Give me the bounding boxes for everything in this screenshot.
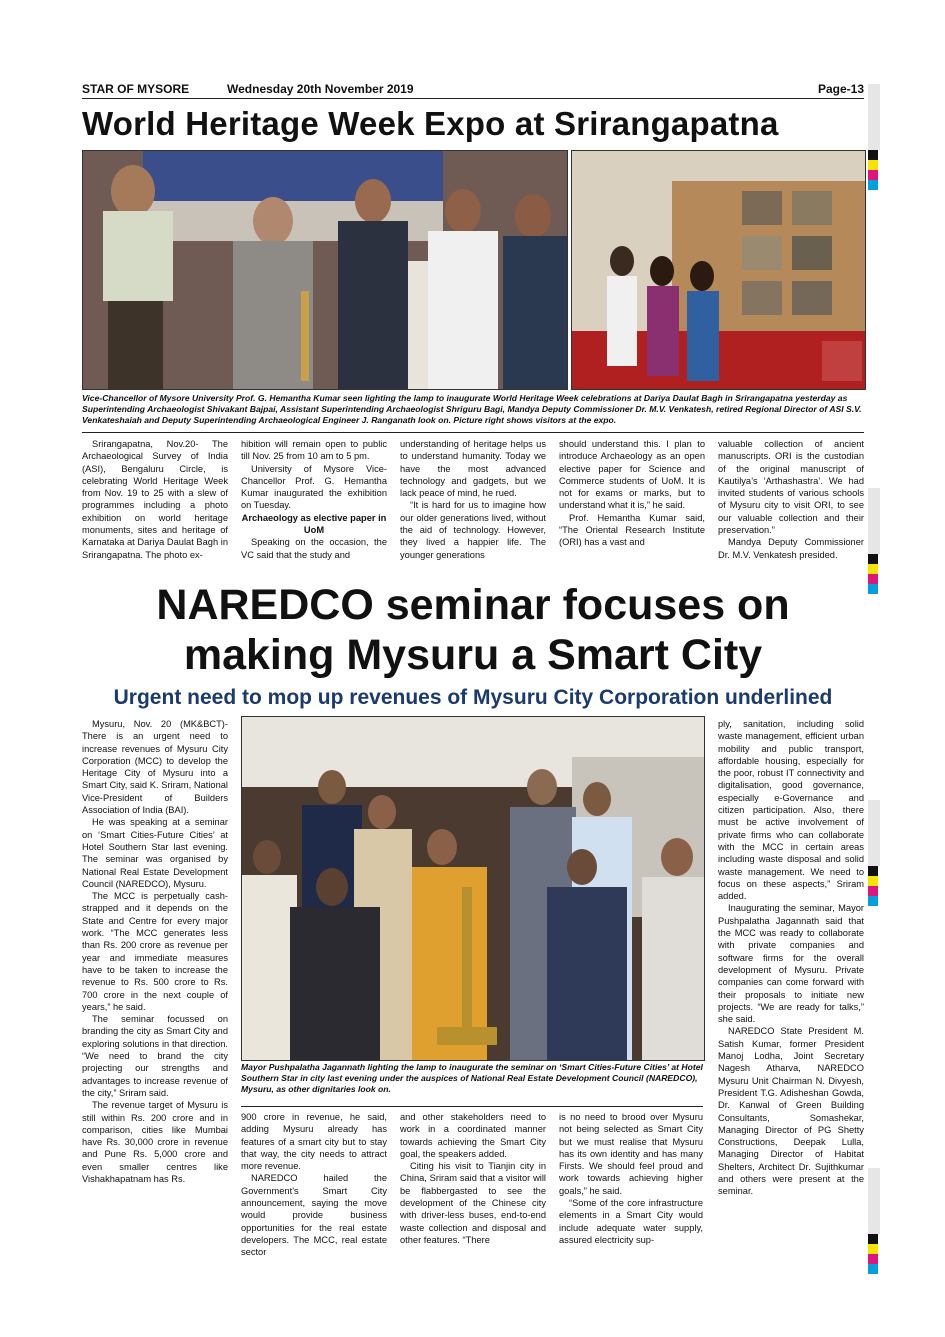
headline-heritage-week: World Heritage Week Expo at Srirangapatna: [82, 105, 779, 142]
photo-lamp-lighting: [82, 150, 568, 390]
subheadline: Urgent need to mop up revenues of Mysuru City Corporation underlined: [113, 686, 833, 709]
article-column: [718, 438, 864, 561]
photo-visitors-expo: [571, 150, 866, 390]
paragraph: NAREDCO State President M. Satish Kumar, former President Manoj Lodha, Joint Secretary Nagesh Atharva, NAREDCO Mysuru Unit Chairman N. Divyesh, President T.G. Adisheshan Gowda, Dr. Kanwal of Green Building Consultants, Somashekar, Managing Director of PG Shetty Constructions, Deepak Lulla, Managing Director of Habitat Shelters, Architect Dr. Sujithkumar and others were present at the seminar.: [718, 1026, 864, 1197]
margin-strip: [868, 800, 880, 866]
paragraph: Srirangapatna, Nov.20- The Archaeological Survey of India (ASI), Bengaluru Circle, is celebrating World Heritage Week from Nov. 19 to 25 with a slew of programmes including a photo exhibition on world heritage monuments, sites and heritage of Karnataka at Dariya Daulat Bagh in Srirangapatna. The photo ex-: [82, 439, 228, 560]
article-column: [559, 1111, 703, 1246]
headline-line: making Mysuru a Smart City: [183, 631, 763, 679]
paragraph: Mysuru, Nov. 20 (MK&BCT)- There is an urgent need to increase revenues of Mysuru City Corporation (MCC) to develop the Heritage City of Mysuru into a Smart City, said K. Sriram, National Vice-President of Builders Association of India (BAI).: [82, 719, 228, 816]
headline-line: NAREDCO seminar focuses on: [156, 581, 790, 629]
photo-caption-naredco: Mayor Pushpalatha Jagannath lighting the lamp to inaugurate the seminar on ‘Smart Cities-Future Cities’ at Hotel Southern Star in city last evening under the auspices of National Real Estate Development Council (NAREDCO), Mysuru, as other dignitaries look on.: [241, 1062, 703, 1094]
rule: [241, 1106, 703, 1107]
article-column: [241, 1111, 387, 1259]
paragraph: “Some of the core infrastructure elements in a Smart City would include adequate water supply, assured electricity sup-: [559, 1198, 703, 1245]
paragraph: The revenue target of Mysuru is still within Rs. 200 crore and in comparison, cities like Mumbai have Rs. 30,000 crore in revenue and Pune Rs. 5,000 crore and even smaller centres like Vishakhapatnam has Rs.: [82, 1100, 228, 1184]
paragraph: University of Mysore Vice-Chancellor Prof. G. Hemantha Kumar inaugurated the exhibition on Tuesday.: [241, 463, 387, 511]
margin-strip: [868, 488, 880, 554]
paragraph: and other stakeholders need to work in a coordinated manner towards achieving the Smart City goal, the speakers added.: [400, 1112, 546, 1159]
paragraph: Inaugurating the seminar, Mayor Pushpalatha Jagannath said that the MCC was ready to collaborate with private companies and software firms for the overall development of Mysuru. Private companies can come forward with their proposals to initiate new projects. “We are ready for talks,” she said.: [718, 903, 864, 1025]
page-number: Page-13: [817, 82, 864, 96]
masthead: [82, 80, 864, 99]
color-marks: [868, 150, 878, 190]
paragraph: Citing his visit to Tianjin city in China, Sriram said that a visitor will be flabbergasted to see the development of the Chinese city with driver-less buses, end-to-end waste collection and disposal and other features. “There: [400, 1161, 546, 1245]
color-marks: [868, 554, 878, 594]
article-column: [400, 438, 546, 561]
paragraph: understanding of heritage helps us to understand humanity. Today we have the most advanced technology and gadgets, but we lack peace of mind, he rued.: [400, 439, 546, 499]
paragraph: Mandya Deputy Commissioner Dr. M.V. Venkatesh presided.: [718, 537, 864, 560]
paragraph: is no need to brood over Mysuru not being selected as Smart City but we must realise that Mysuru has its own identity and has many Firsts. We should feel proud and work towards achieving higher goals,” he said.: [559, 1112, 703, 1196]
paragraph: should understand this. I plan to introduce Archaeology as an open elective paper for Science and Commerce students of UoM. It is not for exams or marks, but to understand what it is,” he said.: [559, 439, 705, 511]
paragraph: Prof. Hemantha Kumar said, “The Oriental Research Institute (ORI) has a vast and: [559, 512, 705, 548]
article-column: [241, 438, 387, 561]
paragraph: The seminar focussed on branding the city as Smart City and exploring solutions in that direction. “We need to brand the city projecting our strengths and advantages to increase revenue of the city,” Sriram said.: [82, 1014, 228, 1098]
article-column: [559, 438, 705, 549]
margin-strip: [868, 1168, 880, 1234]
article-column: [400, 1111, 546, 1246]
paragraph: ply, sanitation, including solid waste management, efficient urban mobility and public transport, affordable housing, especially for the poor, robust IT connectivity and digitalisation, good governance, especially e-Governance and citizen participation. Also, there must be active involvement of private firms who can collaborate with the MCC in certain areas including waste disposal and solid waste management. We need to focus on these aspects,” Sriram added.: [718, 719, 864, 902]
article-column: [82, 718, 228, 1185]
paragraph: He was speaking at a seminar on ‘Smart Cities-Future Cities’ at Hotel Southern Star last evening. The seminar was organised by National Real Estate Development Council (NAREDCO), Mysuru.: [82, 817, 228, 889]
issue-date: Wednesday 20th November 2019: [227, 82, 414, 96]
margin-strip: [868, 84, 880, 150]
paragraph: NAREDCO hailed the Government’s Smart City announcement, saying the move would provide business opportunities for the real estate developers. The MCC, real estate sector: [241, 1173, 387, 1258]
color-marks: [868, 1234, 878, 1274]
paragraph: hibition will remain open to public till Nov. 25 from 10 am to 5 pm.: [241, 439, 387, 462]
paragraph: 900 crore in revenue, he said, adding Mysuru already has features of a smart city but to stay that way, the city needs to attract more revenue.: [241, 1112, 387, 1172]
paragraph: “It is hard for us to imagine how our older generations lived, without the aid of technology. However, they lived a happier life. The younger generations: [400, 500, 546, 560]
article-column: [82, 438, 228, 561]
headline-naredco: [82, 580, 864, 680]
photo-caption-heritage: Vice-Chancellor of Mysore University Prof. G. Hemantha Kumar seen lighting the lamp to inaugurate World Heritage Week celebrations at Dariya Daulat Bagh in Srirangapatna yesterday as Superintending Archaeologist Shivakant Bajpai, Assistant Superintending Archaeologist Shriguru Bagi, Mandya Deputy Commissioner Dr. M.V. Venkatesh, retired Regional Director of ASI S.V. Venkateshaiah and Deputy Superintending Archaeological Engineer J. Ranganath look on. Picture right shows visitors at the expo.: [82, 393, 862, 425]
paragraph: Speaking on the occasion, the VC said that the study and: [241, 537, 387, 560]
photo-naredco-seminar: [241, 716, 705, 1061]
paragraph: The MCC is perpetually cash-strapped and it depends on the State and Centre for every major work. “The MCC generates less than Rs. 200 crore as revenue per year and immediate measures have to be taken to increase the revenue to Rs. 500 crore to Rs. 700 crore in the next couple of years,” he said.: [82, 891, 228, 1012]
paper-name: STAR OF MYSORE: [82, 82, 190, 96]
rule: [82, 432, 864, 433]
article-column: [718, 718, 864, 1198]
paragraph: valuable collection of ancient manuscripts. ORI is the custodian of the original manuscript of Kautilya’s ‘Arthashastra’. We had invited students of various schools of Mysuru city to visit ORI, to see our valuable collection and their preservation.”: [718, 439, 864, 536]
subheading: Archaeology as elective paper in UoM: [241, 512, 387, 536]
color-marks: [868, 866, 878, 906]
